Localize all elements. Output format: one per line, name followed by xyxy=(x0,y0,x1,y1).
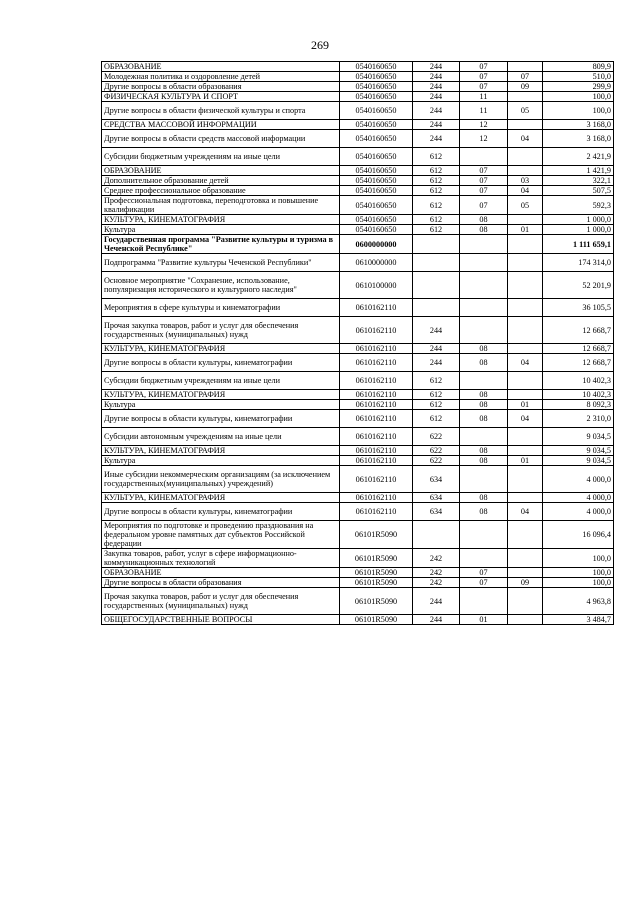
expense-name-cell: ОБРАЗОВАНИЕ xyxy=(102,568,340,578)
expense-type-cell: 242 xyxy=(413,578,460,588)
expense-name-cell: Мероприятия по подготовке и проведению празднования на федеральном уровне памятных дат субъектов Российской федерации xyxy=(102,521,340,549)
expense-name-cell: ФИЗИЧЕСКАЯ КУЛЬТУРА И СПОРТ xyxy=(102,92,340,102)
expense-type-cell: 242 xyxy=(413,568,460,578)
amount-cell: 8 092,3 xyxy=(543,400,614,410)
amount-cell: 12 668,7 xyxy=(543,344,614,354)
table-row xyxy=(102,588,614,615)
expense-type-cell: 244 xyxy=(413,588,460,615)
subsection-cell xyxy=(508,166,543,176)
expense-type-cell: 612 xyxy=(413,225,460,235)
section-cell: 08 xyxy=(460,456,508,466)
target-article-cell: 0540160650 xyxy=(340,130,413,148)
expense-name-cell: Другие вопросы в области физической культуры и спорта xyxy=(102,102,340,120)
target-article-cell: 0540160650 xyxy=(340,72,413,82)
section-cell: 08 xyxy=(460,446,508,456)
expense-name-cell: ОБРАЗОВАНИЕ xyxy=(102,62,340,72)
amount-cell: 100,0 xyxy=(543,92,614,102)
table-row xyxy=(102,615,614,625)
table-row xyxy=(102,372,614,390)
expense-name-cell: Субсидии автономным учреждениям на иные цели xyxy=(102,428,340,446)
subsection-cell xyxy=(508,466,543,493)
expense-name-cell: Другие вопросы в области культуры, кинематографии xyxy=(102,354,340,372)
expense-type-cell xyxy=(413,521,460,549)
subsection-cell xyxy=(508,372,543,390)
target-article-cell: 0610162110 xyxy=(340,410,413,428)
expense-name-cell: ОБРАЗОВАНИЕ xyxy=(102,166,340,176)
amount-cell: 3 168,0 xyxy=(543,120,614,130)
section-cell xyxy=(460,521,508,549)
expense-type-cell: 612 xyxy=(413,166,460,176)
expense-type-cell: 612 xyxy=(413,196,460,215)
section-cell: 08 xyxy=(460,400,508,410)
target-article-cell: 0610162110 xyxy=(340,317,413,344)
section-cell xyxy=(460,299,508,317)
section-cell: 07 xyxy=(460,176,508,186)
target-article-cell: 0610162110 xyxy=(340,390,413,400)
table-row xyxy=(102,578,614,588)
table-row xyxy=(102,428,614,446)
subsection-cell xyxy=(508,428,543,446)
target-article-cell: 0610162110 xyxy=(340,400,413,410)
expense-type-cell: 612 xyxy=(413,390,460,400)
table-row xyxy=(102,235,614,254)
section-cell: 07 xyxy=(460,196,508,215)
table-row xyxy=(102,72,614,82)
expense-name-cell: Мероприятия в сфере культуры и кинематографии xyxy=(102,299,340,317)
amount-cell: 4 000,0 xyxy=(543,493,614,503)
section-cell: 07 xyxy=(460,166,508,176)
subsection-cell xyxy=(508,446,543,456)
expense-type-cell: 244 xyxy=(413,120,460,130)
section-cell xyxy=(460,428,508,446)
amount-cell: 2 421,9 xyxy=(543,148,614,166)
expense-name-cell: Субсидии бюджетным учреждениям на иные цели xyxy=(102,372,340,390)
table-row xyxy=(102,102,614,120)
table-row xyxy=(102,503,614,521)
table-row xyxy=(102,196,614,215)
expense-type-cell: 244 xyxy=(413,317,460,344)
subsection-cell xyxy=(508,615,543,625)
expense-type-cell xyxy=(413,272,460,299)
subsection-cell xyxy=(508,299,543,317)
subsection-cell: 01 xyxy=(508,225,543,235)
target-article-cell: 0540160650 xyxy=(340,176,413,186)
section-cell xyxy=(460,317,508,344)
table-row xyxy=(102,400,614,410)
subsection-cell: 04 xyxy=(508,130,543,148)
expense-name-cell: Профессиональная подготовка, переподготовка и повышение квалификации xyxy=(102,196,340,215)
subsection-cell: 05 xyxy=(508,102,543,120)
table-row xyxy=(102,568,614,578)
target-article-cell: 0610162110 xyxy=(340,446,413,456)
amount-cell: 16 096,4 xyxy=(543,521,614,549)
amount-cell: 3 484,7 xyxy=(543,615,614,625)
amount-cell: 10 402,3 xyxy=(543,372,614,390)
expense-type-cell xyxy=(413,299,460,317)
expense-name-cell: Дополнительное образование детей xyxy=(102,176,340,186)
expense-name-cell: Субсидии бюджетным учреждениям на иные цели xyxy=(102,148,340,166)
subsection-cell: 04 xyxy=(508,354,543,372)
section-cell: 07 xyxy=(460,578,508,588)
section-cell: 11 xyxy=(460,92,508,102)
section-cell: 01 xyxy=(460,615,508,625)
target-article-cell: 0540160650 xyxy=(340,120,413,130)
subsection-cell xyxy=(508,215,543,225)
subsection-cell: 07 xyxy=(508,72,543,82)
subsection-cell xyxy=(508,317,543,344)
amount-cell: 1 421,9 xyxy=(543,166,614,176)
target-article-cell: 0540160650 xyxy=(340,82,413,92)
target-article-cell: 06101R5090 xyxy=(340,615,413,625)
expense-type-cell: 612 xyxy=(413,400,460,410)
target-article-cell: 0610162110 xyxy=(340,466,413,493)
expense-type-cell: 634 xyxy=(413,493,460,503)
subsection-cell: 04 xyxy=(508,503,543,521)
target-article-cell: 0540160650 xyxy=(340,196,413,215)
table-row xyxy=(102,466,614,493)
expense-type-cell: 244 xyxy=(413,102,460,120)
section-cell: 08 xyxy=(460,390,508,400)
expense-name-cell: Среднее профессиональное образование xyxy=(102,186,340,196)
target-article-cell: 0610162110 xyxy=(340,344,413,354)
section-cell: 11 xyxy=(460,102,508,120)
target-article-cell: 0610100000 xyxy=(340,272,413,299)
amount-cell: 1 000,0 xyxy=(543,225,614,235)
expense-type-cell xyxy=(413,235,460,254)
section-cell: 08 xyxy=(460,344,508,354)
target-article-cell: 0540160650 xyxy=(340,92,413,102)
subsection-cell: 01 xyxy=(508,400,543,410)
subsection-cell xyxy=(508,272,543,299)
table-row xyxy=(102,120,614,130)
table-row xyxy=(102,446,614,456)
expense-name-cell: Прочая закупка товаров, работ и услуг для обеспечения государственных (муниципальных) нужд xyxy=(102,588,340,615)
page-number: 269 xyxy=(311,38,329,52)
expense-type-cell: 244 xyxy=(413,130,460,148)
target-article-cell: 0540160650 xyxy=(340,225,413,235)
target-article-cell: 0540160650 xyxy=(340,62,413,72)
table-row xyxy=(102,410,614,428)
target-article-cell: 0610000000 xyxy=(340,254,413,272)
amount-cell: 12 668,7 xyxy=(543,317,614,344)
section-cell: 08 xyxy=(460,225,508,235)
section-cell: 07 xyxy=(460,82,508,92)
table-row xyxy=(102,225,614,235)
expense-name-cell: Молодежная политика и оздоровление детей xyxy=(102,72,340,82)
expense-name-cell: Культура xyxy=(102,456,340,466)
amount-cell: 299,9 xyxy=(543,82,614,92)
expense-type-cell: 634 xyxy=(413,466,460,493)
expense-type-cell: 612 xyxy=(413,148,460,166)
section-cell xyxy=(460,372,508,390)
subsection-cell: 01 xyxy=(508,456,543,466)
amount-cell: 322,1 xyxy=(543,176,614,186)
table-row xyxy=(102,82,614,92)
expense-name-cell: КУЛЬТУРА, КИНЕМАТОГРАФИЯ xyxy=(102,446,340,456)
amount-cell: 592,3 xyxy=(543,196,614,215)
expense-name-cell: КУЛЬТУРА, КИНЕМАТОГРАФИЯ xyxy=(102,344,340,354)
amount-cell: 10 402,3 xyxy=(543,390,614,400)
table-row xyxy=(102,215,614,225)
expense-name-cell: КУЛЬТУРА, КИНЕМАТОГРАФИЯ xyxy=(102,215,340,225)
expense-type-cell: 612 xyxy=(413,186,460,196)
subsection-cell xyxy=(508,62,543,72)
subsection-cell xyxy=(508,521,543,549)
expense-name-cell: Подпрограмма "Развитие культуры Чеченской Республики" xyxy=(102,254,340,272)
target-article-cell: 06101R5090 xyxy=(340,521,413,549)
amount-cell: 2 310,0 xyxy=(543,410,614,428)
section-cell xyxy=(460,466,508,493)
section-cell: 07 xyxy=(460,62,508,72)
subsection-cell xyxy=(508,390,543,400)
subsection-cell xyxy=(508,568,543,578)
table-row xyxy=(102,254,614,272)
section-cell: 08 xyxy=(460,503,508,521)
section-cell xyxy=(460,254,508,272)
expense-type-cell: 634 xyxy=(413,503,460,521)
amount-cell: 100,0 xyxy=(543,568,614,578)
section-cell: 08 xyxy=(460,410,508,428)
budget-table-body xyxy=(102,62,614,625)
table-row xyxy=(102,344,614,354)
target-article-cell: 0610162110 xyxy=(340,372,413,390)
subsection-cell xyxy=(508,148,543,166)
expense-name-cell: Другие вопросы в области образования xyxy=(102,82,340,92)
section-cell xyxy=(460,549,508,568)
target-article-cell: 0610162110 xyxy=(340,428,413,446)
section-cell: 08 xyxy=(460,493,508,503)
expense-name-cell: Другие вопросы в области культуры, кинематографии xyxy=(102,410,340,428)
subsection-cell: 09 xyxy=(508,578,543,588)
table-row xyxy=(102,390,614,400)
amount-cell: 1 111 659,1 xyxy=(543,235,614,254)
expense-type-cell: 244 xyxy=(413,344,460,354)
expense-type-cell: 622 xyxy=(413,456,460,466)
budget-table xyxy=(101,61,614,625)
expense-type-cell: 242 xyxy=(413,549,460,568)
target-article-cell: 0610162110 xyxy=(340,456,413,466)
amount-cell: 36 105,5 xyxy=(543,299,614,317)
table-row xyxy=(102,299,614,317)
expense-name-cell: КУЛЬТУРА, КИНЕМАТОГРАФИЯ xyxy=(102,493,340,503)
expense-type-cell: 244 xyxy=(413,82,460,92)
amount-cell: 52 201,9 xyxy=(543,272,614,299)
subsection-cell: 04 xyxy=(508,186,543,196)
table-row xyxy=(102,272,614,299)
table-row xyxy=(102,493,614,503)
amount-cell: 100,0 xyxy=(543,549,614,568)
expense-type-cell: 244 xyxy=(413,615,460,625)
subsection-cell: 09 xyxy=(508,82,543,92)
expense-name-cell: Закупка товаров, работ, услуг в сфере информационно-коммуникационных технологий xyxy=(102,549,340,568)
expense-type-cell: 612 xyxy=(413,410,460,428)
section-cell: 07 xyxy=(460,72,508,82)
amount-cell: 1 000,0 xyxy=(543,215,614,225)
table-row xyxy=(102,549,614,568)
table-row xyxy=(102,186,614,196)
target-article-cell: 0540160650 xyxy=(340,186,413,196)
amount-cell: 3 168,0 xyxy=(543,130,614,148)
table-row xyxy=(102,148,614,166)
subsection-cell: 03 xyxy=(508,176,543,186)
expense-type-cell: 612 xyxy=(413,176,460,186)
table-row xyxy=(102,130,614,148)
section-cell: 07 xyxy=(460,186,508,196)
target-article-cell: 0540160650 xyxy=(340,102,413,120)
subsection-cell: 04 xyxy=(508,410,543,428)
target-article-cell: 06101R5090 xyxy=(340,568,413,578)
amount-cell: 100,0 xyxy=(543,102,614,120)
expense-name-cell: Государственная программа "Развитие культуры и туризма в Чеченской Республике" xyxy=(102,235,340,254)
target-article-cell: 0540160650 xyxy=(340,148,413,166)
table-row xyxy=(102,92,614,102)
amount-cell: 174 314,0 xyxy=(543,254,614,272)
expense-name-cell: ОБЩЕГОСУДАРСТВЕННЫЕ ВОПРОСЫ xyxy=(102,615,340,625)
amount-cell: 507,5 xyxy=(543,186,614,196)
amount-cell: 510,0 xyxy=(543,72,614,82)
expense-type-cell: 244 xyxy=(413,92,460,102)
subsection-cell xyxy=(508,254,543,272)
expense-name-cell: Прочая закупка товаров, работ и услуг для обеспечения государственных (муниципальных) нужд xyxy=(102,317,340,344)
expense-type-cell: 612 xyxy=(413,215,460,225)
table-row xyxy=(102,521,614,549)
expense-name-cell: Культура xyxy=(102,400,340,410)
expense-type-cell: 612 xyxy=(413,372,460,390)
section-cell: 12 xyxy=(460,130,508,148)
expense-name-cell: Другие вопросы в области культуры, кинематографии xyxy=(102,503,340,521)
target-article-cell: 0610162110 xyxy=(340,503,413,521)
section-cell xyxy=(460,148,508,166)
amount-cell: 9 034,5 xyxy=(543,428,614,446)
section-cell: 07 xyxy=(460,568,508,578)
section-cell: 12 xyxy=(460,120,508,130)
subsection-cell xyxy=(508,549,543,568)
target-article-cell: 06101R5090 xyxy=(340,588,413,615)
expense-name-cell: Другие вопросы в области средств массовой информации xyxy=(102,130,340,148)
expense-type-cell: 244 xyxy=(413,354,460,372)
subsection-cell xyxy=(508,493,543,503)
subsection-cell xyxy=(508,588,543,615)
expense-name-cell: Иные субсидии некоммерческим организациям (за исключением государственных(муниципальных) учреждений) xyxy=(102,466,340,493)
subsection-cell xyxy=(508,235,543,254)
amount-cell: 4 963,8 xyxy=(543,588,614,615)
table-row xyxy=(102,317,614,344)
section-cell: 08 xyxy=(460,354,508,372)
section-cell xyxy=(460,272,508,299)
amount-cell: 4 000,0 xyxy=(543,466,614,493)
expense-type-cell: 244 xyxy=(413,72,460,82)
amount-cell: 9 034,5 xyxy=(543,456,614,466)
target-article-cell: 0540160650 xyxy=(340,215,413,225)
expense-name-cell: Культура xyxy=(102,225,340,235)
table-row xyxy=(102,456,614,466)
section-cell xyxy=(460,588,508,615)
subsection-cell xyxy=(508,120,543,130)
table-row xyxy=(102,354,614,372)
expense-name-cell: КУЛЬТУРА, КИНЕМАТОГРАФИЯ xyxy=(102,390,340,400)
subsection-cell xyxy=(508,92,543,102)
expense-type-cell: 622 xyxy=(413,446,460,456)
subsection-cell: 05 xyxy=(508,196,543,215)
expense-type-cell xyxy=(413,254,460,272)
target-article-cell: 0610162110 xyxy=(340,299,413,317)
target-article-cell: 0600000000 xyxy=(340,235,413,254)
target-article-cell: 0540160650 xyxy=(340,166,413,176)
expense-name-cell: Другие вопросы в области образования xyxy=(102,578,340,588)
amount-cell: 809,9 xyxy=(543,62,614,72)
expense-type-cell: 622 xyxy=(413,428,460,446)
target-article-cell: 0610162110 xyxy=(340,493,413,503)
amount-cell: 12 668,7 xyxy=(543,354,614,372)
expense-name-cell: СРЕДСТВА МАССОВОЙ ИНФОРМАЦИИ xyxy=(102,120,340,130)
table-row xyxy=(102,176,614,186)
table-row xyxy=(102,166,614,176)
expense-name-cell: Основное мероприятие "Сохранение, использование, популяризация исторического и культурного наследия" xyxy=(102,272,340,299)
amount-cell: 4 000,0 xyxy=(543,503,614,521)
amount-cell: 100,0 xyxy=(543,578,614,588)
section-cell: 08 xyxy=(460,215,508,225)
subsection-cell xyxy=(508,344,543,354)
section-cell xyxy=(460,235,508,254)
table-row xyxy=(102,62,614,72)
target-article-cell: 0610162110 xyxy=(340,354,413,372)
target-article-cell: 06101R5090 xyxy=(340,578,413,588)
amount-cell: 9 034,5 xyxy=(543,446,614,456)
expense-type-cell: 244 xyxy=(413,62,460,72)
target-article-cell: 06101R5090 xyxy=(340,549,413,568)
